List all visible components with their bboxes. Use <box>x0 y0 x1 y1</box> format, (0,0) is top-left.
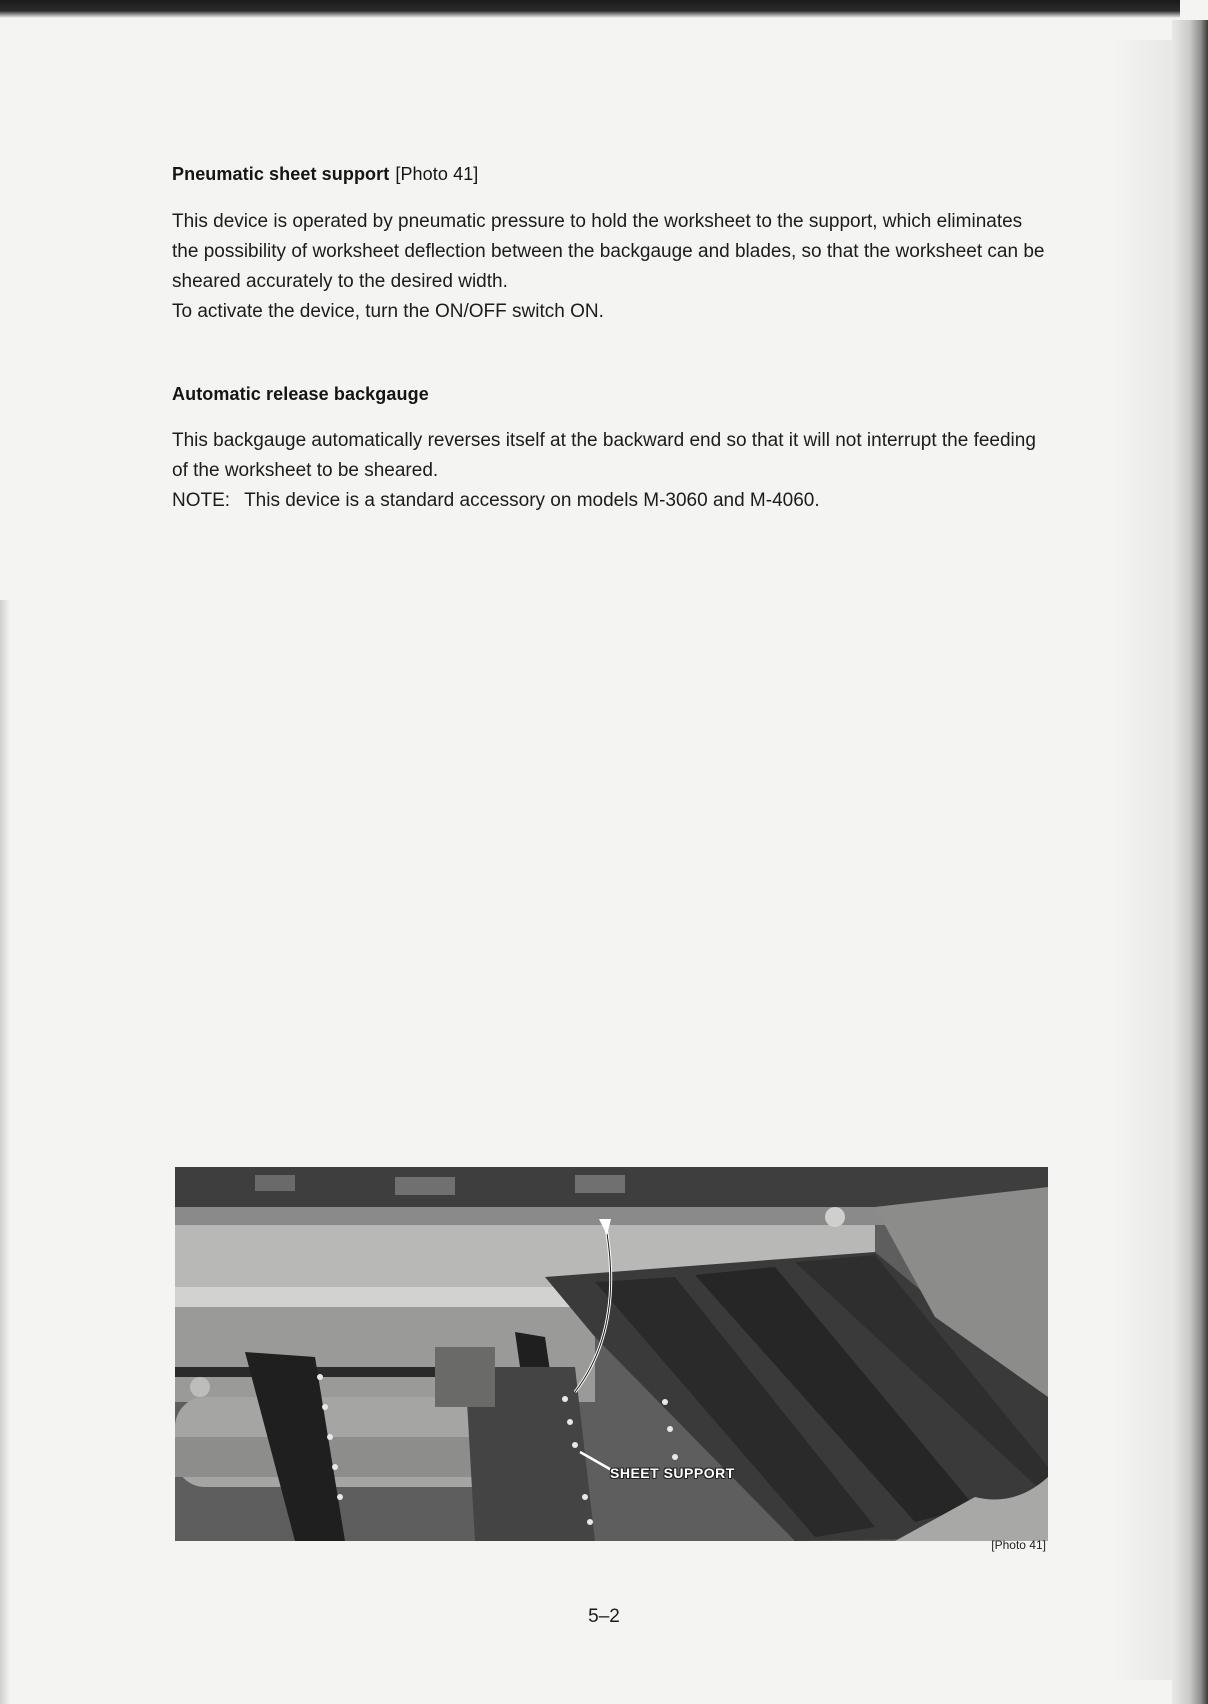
note-label: NOTE: <box>172 490 231 511</box>
note <box>172 486 1052 516</box>
scan-right-edge <box>1172 20 1208 1704</box>
scan-top-edge <box>0 0 1180 18</box>
section-heading-pneumatic <box>172 164 478 185</box>
paragraph: This backgauge automatically reverses itself at the backward end so that it will not interrupt the feeding of the worksheet to be sheared. <box>172 430 1036 481</box>
scan-left-edge <box>0 600 10 1704</box>
machine-photo-illustration <box>175 1167 1048 1541</box>
sheet-support-callout: SHEET SUPPORT <box>610 1465 735 1481</box>
section-body-pneumatic <box>172 207 1052 327</box>
paragraph: To activate the device, turn the ON/OFF switch ON. <box>172 301 604 322</box>
section-heading-backgauge <box>172 384 429 405</box>
scan-binding-shadow <box>1112 40 1172 1680</box>
heading-text: Automatic release backgauge <box>172 384 429 404</box>
heading-text: Pneumatic sheet support <box>172 164 390 184</box>
photo-reference: [Photo 41] <box>395 164 479 184</box>
page-number: 5–2 <box>588 1606 620 1627</box>
note-text: This device is a standard accessory on models M-3060 and M-4060. <box>244 490 820 511</box>
section-body-backgauge <box>172 426 1052 516</box>
photo-caption: [Photo 41] <box>991 1538 1046 1552</box>
paragraph: This device is operated by pneumatic pressure to hold the worksheet to the support, which eliminates the possibility of worksheet deflection between the backgauge and blades, so that the worksheet can be sheared accurately to the desired width. <box>172 211 1045 292</box>
machine-photo <box>175 1167 1048 1541</box>
